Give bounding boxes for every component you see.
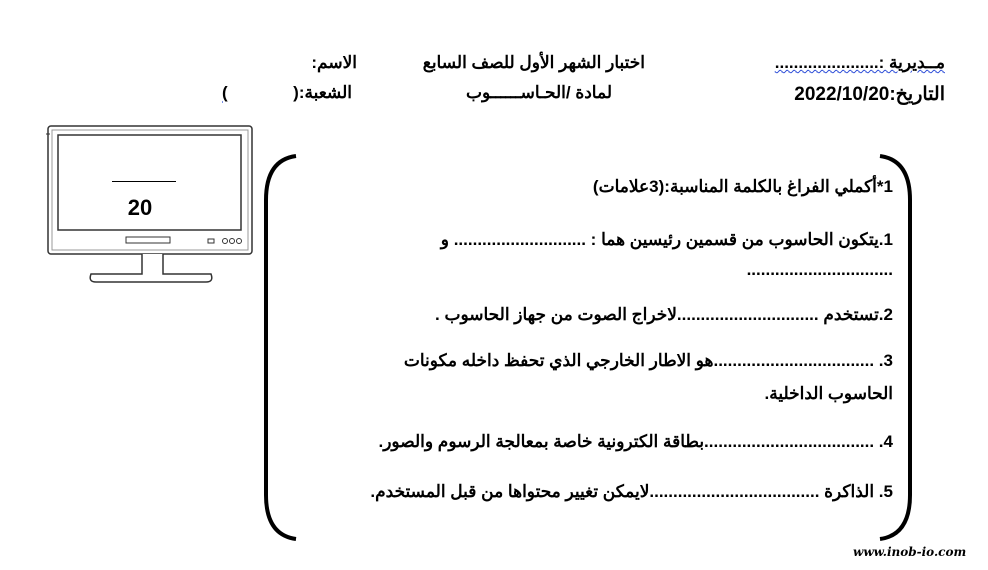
name-label: الاسم: [311,53,357,72]
exam-title: اختبار الشهر الأول للصف السابع [422,53,645,72]
section-close: ) [222,83,228,102]
date-field: التاريخ:2022/10/20 [794,84,945,105]
section-label: الشعبة:( [293,83,352,102]
directorate-field: مــديرية :...................... [774,53,945,72]
question-5: 5. الذاكرة ....................................لايمكن تغيير محتواها من قبل المستخدم. [370,482,893,501]
question-3-cont: الحاسوب الداخلية. [764,384,893,403]
question-1-cont: ............................... [746,260,893,279]
question-title: 1*أكملي الفراغ بالكلمة المناسبة:(3علامات) [592,177,893,196]
score-total: 20 [127,195,153,220]
question-3: 3. ..................................هو الاطار الخارجي الذي تحفظ داخله مكونات [403,351,893,370]
question-2: 2.تستخدم ..............................لاخراج الصوت من جهاز الحاسوب . [435,305,893,324]
question-1: 1.يتكون الحاسوب من قسمين رئيسين هما : ............................ و [440,230,893,249]
subject-field: لمادة /الحـاســــــوب [465,83,612,102]
question-4: 4. ....................................بطاقة الكترونية خاصة بمعالجة الرسوم والصور. [378,432,893,451]
score-line [112,181,176,182]
website-link[interactable]: www.inob-io.com [853,545,967,559]
